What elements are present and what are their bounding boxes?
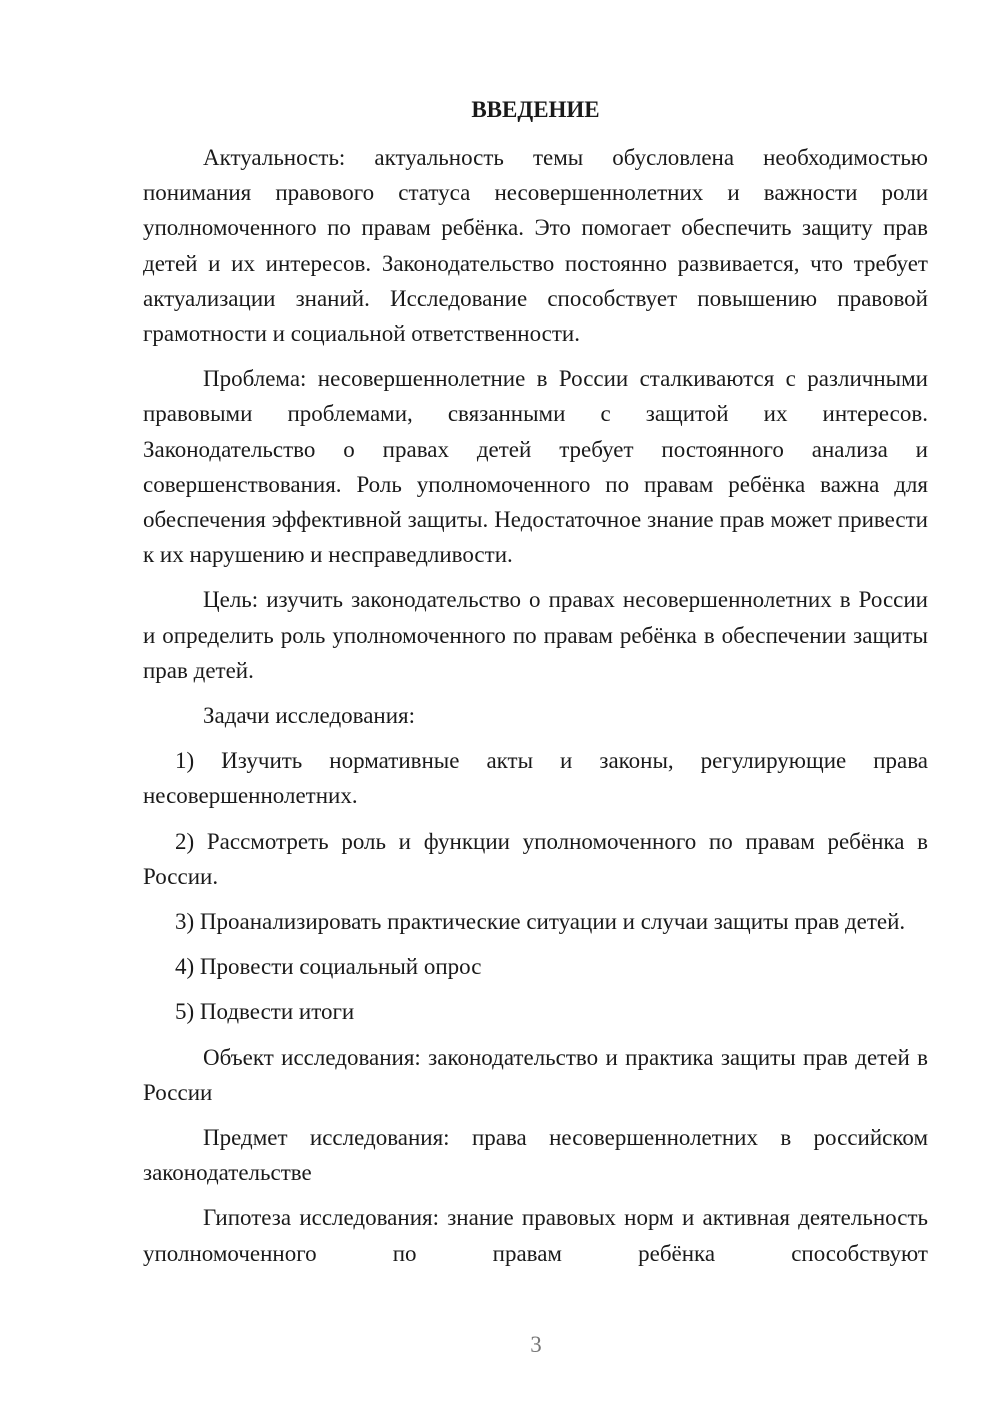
paragraph-relevance: Актуальность: актуальность темы обусловлена необходимостью понимания правового статуса несовершеннолетних и важности роли уполномоченного по правам ребёнка. Это помогает обеспечить защиту прав детей и их интересов. Законодательство постоянно развивается, что требует актуализации знаний. Исследование способствует повышению правовой грамотности и социальной ответственности. (143, 145, 928, 347)
list-item-task-1: 1) Изучить нормативные акты и законы, регулирующие права несовершеннолетних. (143, 748, 928, 809)
page-content (143, 92, 928, 1281)
list-item-task-2: 2) Рассмотреть роль и функции уполномоченного по правам ребёнка в России. (143, 828, 928, 889)
paragraph-subject: Предмет исследования: права несовершеннолетних в российском законодательстве (143, 1125, 928, 1186)
paragraph-object: Объект исследования: законодательство и практика защиты прав детей в России (143, 1044, 928, 1105)
paragraph-tasks-heading: Задачи исследования: (203, 703, 416, 729)
page-number: 3 (530, 1332, 542, 1357)
list-item-task-3: 3) Проанализировать практические ситуации и случаи защиты прав детей. (175, 909, 906, 935)
list-item-task-4: 4) Провести социальный опрос (175, 954, 482, 980)
page-title: ВВЕДЕНИЕ (471, 97, 600, 122)
paragraph-problem: Проблема: несовершеннолетние в России сталкиваются с различными правовыми проблемами, связанными с защитой их интересов. Законодательство о правах детей требует постоянного анализа и совершенствования. Роль уполномоченного по правам ребёнка важна для обеспечения эффективной защиты. Недостаточное знание прав может привести к их нарушению и несправедливости. (143, 366, 928, 568)
paragraph-hypothesis: Гипотеза исследования: знание правовых норм и активная деятельность уполномоченного по правам ребёнка способствуют (143, 1205, 928, 1266)
list-item-task-5: 5) Подвести итоги (175, 999, 355, 1025)
paragraph-goal: Цель: изучить законодательство о правах несовершеннолетних в России и определить роль уполномоченного по правам ребёнка в обеспечении защиты прав детей. (143, 587, 928, 683)
